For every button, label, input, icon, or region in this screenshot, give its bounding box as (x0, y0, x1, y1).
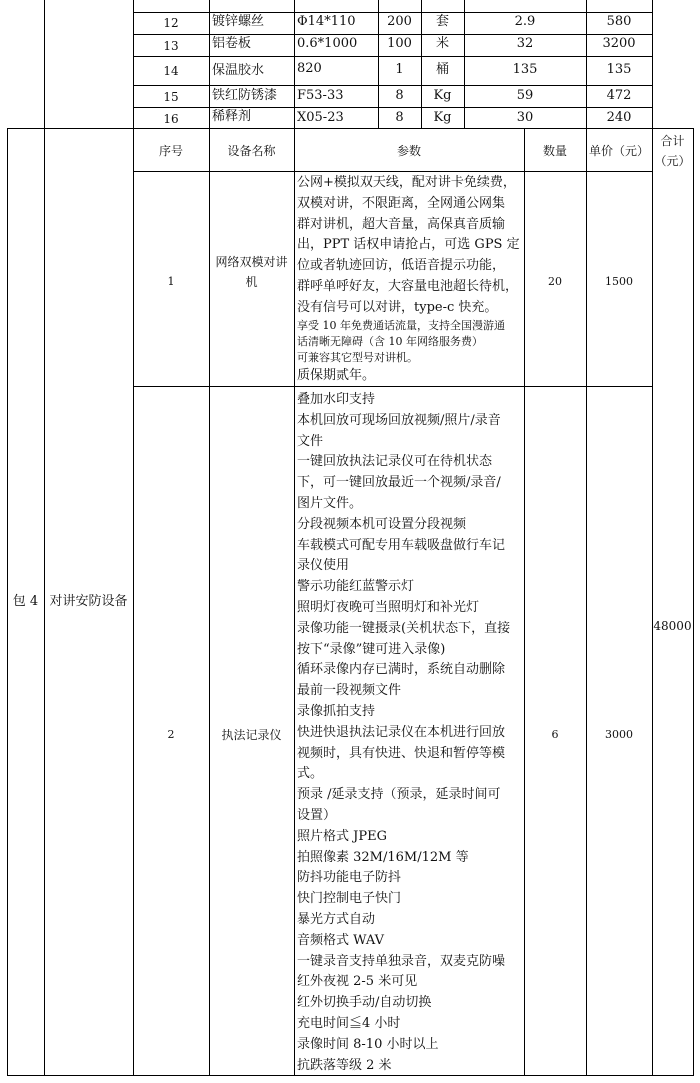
row-no: 14 (163, 64, 179, 78)
param-line: 音频格式 WAV (297, 932, 384, 948)
param-line: 本机回放可现场回放视频/照片/录音 (297, 412, 501, 428)
item-no: 2 (167, 728, 175, 741)
row-name: 稀释剂 (212, 109, 252, 124)
param-line: 照片格式 JPEG (297, 828, 387, 844)
param-line: 快进快退执法记录仪在本机进行回放 (297, 724, 506, 740)
param-line: 抗跌落等级 2 米 (297, 1057, 392, 1073)
row-qty: 200 (387, 14, 412, 29)
row-total: 135 (606, 62, 632, 77)
row-spec: 0.6*1000 (297, 36, 358, 51)
param-line: 质保期贰年。 (297, 368, 376, 383)
param-line: 红外切换手动/自动切换 (297, 995, 432, 1011)
row-qty: 1 (395, 62, 404, 77)
param-line: 预录 /延录支持（预录，延录时间可 (297, 787, 501, 803)
param-line: 录仪使用 (297, 558, 350, 574)
param-line: 公网+模拟双天线，配对讲卡免续费， (297, 175, 516, 190)
param-line: 车载模式可配专用车载吸盘做行车记 (297, 537, 506, 553)
row-no: 12 (163, 16, 179, 30)
header-params: 参数 (396, 144, 421, 158)
param-line: 照明灯夜晚可当照明灯和补光灯 (297, 600, 480, 615)
item-qty: 6 (551, 728, 559, 741)
param-line: 设置） (297, 808, 337, 823)
row-unit: 米 (435, 36, 449, 51)
param-line: 暴光方式自动 (297, 912, 376, 927)
param-line: 下，可一键回放最近一个视频/录音/ (297, 475, 501, 491)
item-no: 1 (167, 275, 175, 288)
row-qty: 8 (395, 88, 404, 103)
param-line: 图片文件。 (297, 496, 363, 511)
row-total: 3200 (602, 36, 636, 51)
param-line: 循环录像内存已满时，系统自动删除 (297, 662, 506, 678)
row-qty: 8 (395, 110, 404, 125)
row-unit: Kg (433, 110, 452, 125)
row-price: 2.9 (514, 14, 536, 29)
row-price: 30 (516, 110, 534, 125)
row-unit: 套 (435, 14, 449, 29)
param-line: 群呼单呼好友，大容量电池超长待机， (297, 279, 519, 294)
row-total: 240 (606, 110, 632, 125)
header-price: 单价（元） (588, 144, 649, 158)
package-name: 对讲安防设备 (49, 594, 128, 609)
row-name: 铝卷板 (212, 36, 252, 51)
param-line: 叠加水印支持 (297, 392, 376, 407)
row-name: 镀锌螺丝 (212, 14, 265, 29)
param-line: 双模对讲，不限距离，全网通公网集 (297, 195, 506, 211)
param-line: 分段视频本机可设置分段视频 (297, 516, 467, 532)
param-line: 警示功能红蓝警示灯 (297, 579, 415, 595)
row-spec: 820 (297, 61, 322, 76)
param-line: 按下“录像”键可进入录像) (297, 641, 446, 657)
param-line: 最前一段视频文件 (297, 683, 402, 699)
param-line: 录像功能一键摄录(关机状态下，直接 (297, 620, 511, 636)
param-line: 视频时，具有快进、快退和暂停等模 (297, 745, 506, 761)
row-qty: 100 (387, 36, 412, 51)
row-total: 580 (606, 14, 632, 29)
param-line: 红外夜视 2-5 米可见 (297, 974, 418, 990)
param-line: 文件 (297, 433, 324, 449)
header-total-line1: 合计 (660, 134, 685, 148)
row-price: 59 (516, 88, 534, 103)
row-price: 135 (512, 62, 538, 77)
item-name-line2: 机 (245, 275, 258, 289)
param-line: 充电时间≦4 小时 (297, 1016, 401, 1031)
param-line: 可兼容其它型号对讲机。 (297, 351, 418, 364)
header-no: 序号 (158, 144, 183, 158)
row-no: 16 (163, 112, 179, 126)
row-spec: F53-33 (297, 88, 344, 103)
package-total: 48000 (653, 619, 692, 633)
row-no: 15 (163, 90, 179, 104)
item-price: 1500 (605, 275, 633, 288)
param-line: 录像时间 8-10 小时以上 (297, 1036, 439, 1052)
param-line: 防抖功能电子防抖 (297, 870, 402, 886)
row-price: 32 (516, 36, 534, 51)
param-line: 没有信号可以对讲，type-c 快充。 (297, 299, 498, 315)
row-unit: Kg (433, 88, 452, 103)
param-line: 拍照像素 32M/16M/12M 等 (297, 849, 469, 865)
item-name: 执法记录仪 (221, 728, 282, 742)
param-line: 享受 10 年免费通话流量，支持全国漫游通 (297, 319, 505, 332)
header-name: 设备名称 (227, 144, 276, 158)
row-no: 13 (163, 39, 179, 53)
param-line: 群对讲机，超大音量，高保真音质输 (297, 216, 506, 232)
param-line: 位或者轨迹回访，低语音提示功能， (297, 258, 506, 274)
param-line: 式。 (297, 766, 324, 782)
row-spec: X05-23 (297, 110, 344, 125)
row-spec: Φ14*110 (297, 14, 356, 29)
param-line: 出，PPT 话权申请抢占，可选 GPS 定 (297, 237, 520, 253)
package-label: 包 4 (12, 594, 39, 609)
item-price: 3000 (605, 728, 633, 741)
row-name: 铁红防锈漆 (212, 88, 278, 103)
header-total-line2: （元） (654, 154, 691, 168)
param-line: 一键录音支持单独录音，双麦克防噪 (297, 953, 506, 969)
row-unit: 桶 (435, 62, 449, 77)
param-line: 录像抓拍支持 (297, 704, 376, 719)
item-qty: 20 (548, 275, 562, 288)
param-line: 话清晰无障碍（含 10 年网络服务费） (297, 335, 483, 348)
param-line: 一键回放执法记录仪可在待机状态 (297, 454, 493, 470)
row-name: 保温胶水 (212, 63, 265, 78)
item-name-line1: 网络双模对讲 (215, 255, 288, 269)
param-line: 快门控制电子快门 (297, 891, 402, 907)
row-total: 472 (606, 88, 632, 103)
header-qty: 数量 (542, 144, 567, 158)
